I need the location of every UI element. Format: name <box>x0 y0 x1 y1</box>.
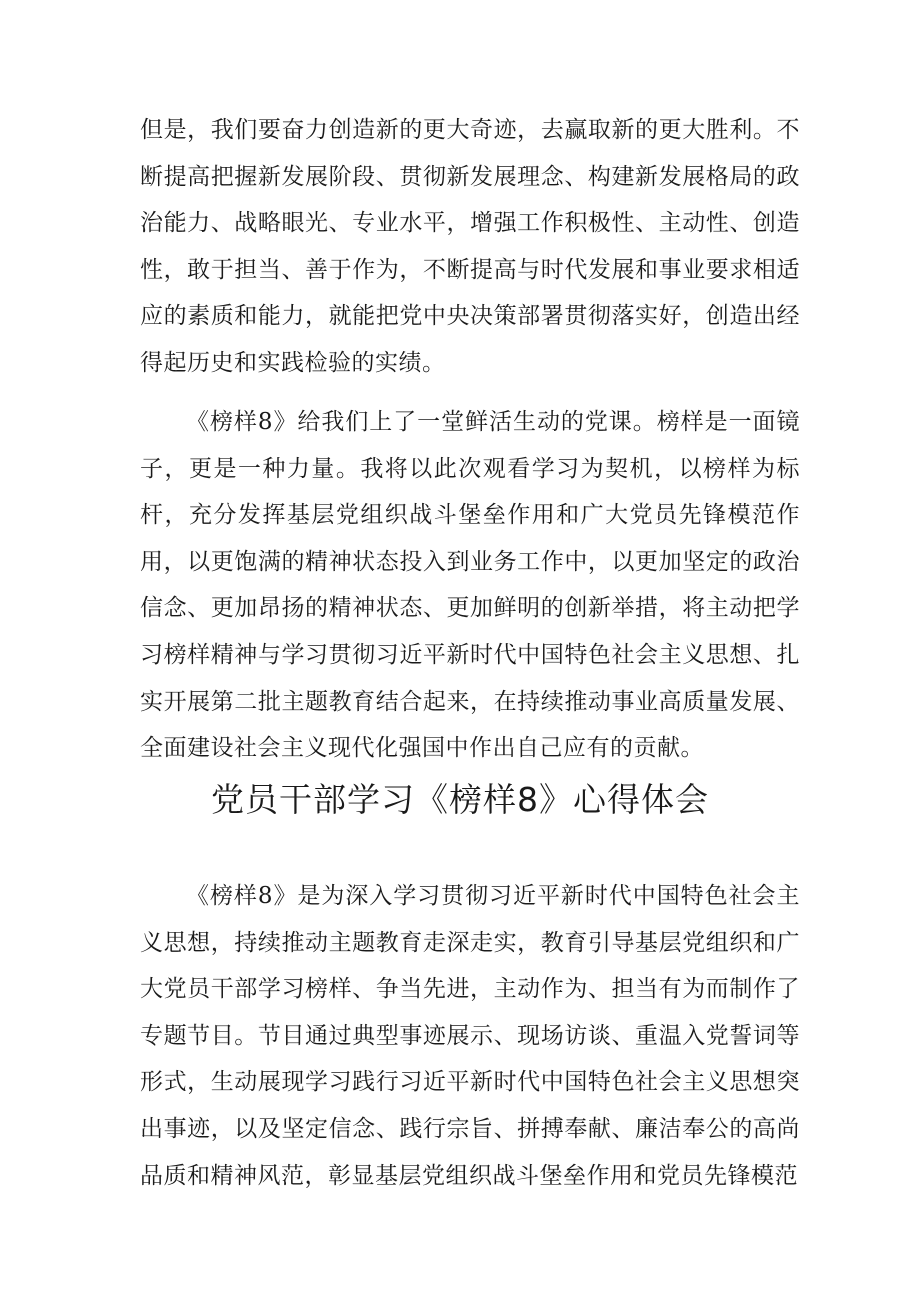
body-paragraph: 《榜样8》是为深入学习贯彻习近平新时代中国特色社会主义思想，持续推动主题教育走深走实，教育引导基层党组织和广大党员干部学习榜样、争当先进，主动作为、担当有为而制作了专题节目。节目通过典型事迹展示、现场访谈、重温入党誓词等形式，生动展现学习践行习近平新时代中国特色社会主义思想突出事迹，以及坚定信念、践行宗旨、拼搏奉献、廉洁奉公的高尚品质和精神风范，彰显基层党组织战斗堡垒作用和党员先锋模范 <box>140 883 800 1189</box>
body-paragraph: 但是，我们要奋力创造新的更大奇迹，去赢取新的更大胜利。不断提高把握新发展阶段、贯彻新发展理念、构建新发展格局的政治能力、战略眼光、专业水平，增强工作积极性、主动性、创造性，敢于担当、善于作为，不断提高与时代发展和事业要求相适应的素质和能力，就能把党中央决策部署贯彻落实好，创造出经得起历史和实践检验的实绩。 <box>140 117 800 376</box>
section-title: 党员干部学习《榜样8》心得体会 <box>211 780 709 819</box>
body-paragraph: 《榜样8》给我们上了一堂鲜活生动的党课。榜样是一面镜子，更是一种力量。我将以此次观看学习为契机，以榜样为标杆，充分发挥基层党组织战斗堡垒作用和广大党员先锋模范作用，以更饱满的精神状态投入到业务工作中，以更加坚定的政治信念、更加昂扬的精神状态、更加鲜明的创新举措，将主动把学习榜样精神与学习贯彻习近平新时代中国特色社会主义思想、扎实开展第二批主题教育结合起来，在持续推动事业高质量发展、全面建设社会主义现代化强国中作出自己应有的贡献。 <box>140 409 800 762</box>
